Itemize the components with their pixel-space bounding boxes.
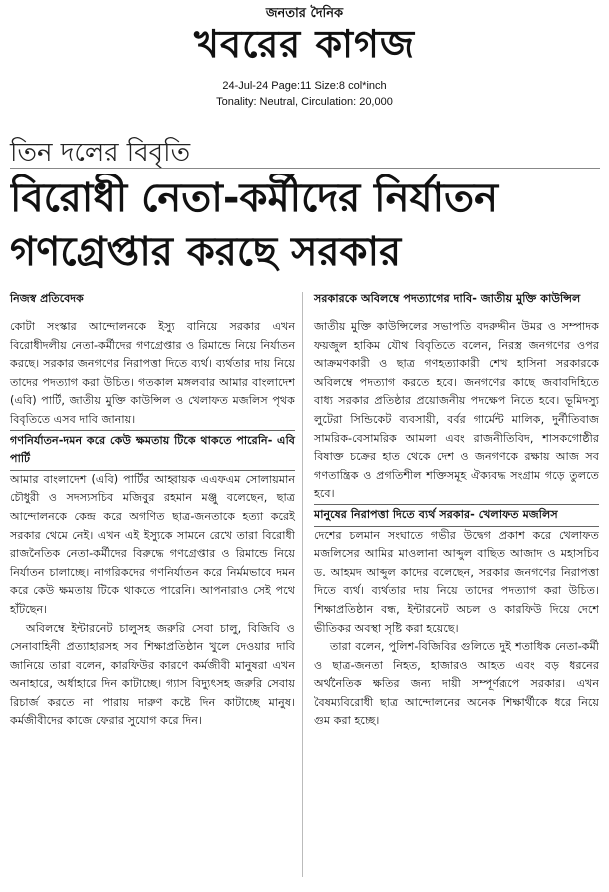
masthead-name: খবরের কাগজ — [194, 22, 415, 66]
left-para-3: অবিলম্বে ইন্টারনেট চালুসহ জরুরি সেবা চালু, বিজিবি ও সেনাবাহিনী প্রত্যাহারসহ সব শিক্ষাপ্রতিষ্ঠান খুলে দেওয়ার দাবি জানিয়ে তারা বলেন, কারফিউর কারণে কর্মজীবী মানুষরা এখন অনাহারে, অর্ধাহারে দিন কাটাচ্ছে। গ্যাস বিদ্যুৎসহ জরুরি সেবায় রিচার্জ করতে না পারায় দারুণ কষ্টে দিন কাটাচ্ছে মানুষ। কর্মজীবীদের কাজে ফেরার সুযোগ করে দিন। — [10, 621, 295, 728]
left-column — [10, 318, 295, 731]
clip-meta-line2: Tonality: Neutral, Circulation: 20,000 — [216, 96, 393, 108]
right-subheading-1: সরকারকে অবিলম্বে পদত্যাগের দাবি- জাতীয় মুক্তি কাউন্সিল — [314, 292, 581, 305]
article-kicker: তিন দলের বিবৃতি — [10, 138, 191, 168]
right-para-2: দেশের চলমান সংঘাতে গভীর উদ্বেগ প্রকাশ করে খেলাফত মজলিসের আমির মাওলানা আব্দুল বাছিত আজাদ ও মহাসচিব ড. আহমদ আব্দুল কাদের বলেছেন, সরকার জনগণের নিরাপত্তা দিতে ব্যর্থ। ব্যর্থতার দায় নিয়ে তাদের পদত্যাগ করা উচিত। শিক্ষাপ্রতিষ্ঠান বন্ধ, ইন্টারনেট অচল ও কারফিউ দিয়ে দেশে ভীতিকর অবস্থা সৃষ্টি করা হয়েছে। — [314, 528, 599, 635]
right-para-1: জাতীয় মুক্তি কাউন্সিলের সভাপতি বদরুদ্দীন উমর ও সম্পাদক ফয়জুল হাকিম যৌথ বিবৃতিতে বলেন, নিরস্ত্র জনগণের ওপর আক্রমণকারী ও ছাত্র গণহত্যাকারী শেখ হাসিনা সরকারকে অবিলম্বে পদত্যাগ করতে হবে। জনগণের কাছে জবাবদিহিতে বাধ্য সরকার প্রতিষ্ঠার প্রয়োজনীয় পদক্ষেপ নিতে হবে। ভূমিদস্যু লুটেরা সিন্ডিকেট ব্যবসায়ী, বর্বর গার্মেন্ট মালিক, দুর্নীতিবাজ সামরিক-বেসামরিক আমলা এবং রাজনীতিবিদ, শাসকগোষ্ঠীর বিষাক্ত চক্রের হাত থেকে দেশ ও জনগণকে রক্ষায় আজ সব গণতান্ত্রিক ও প্রগতিশীল শক্তিসমূহ ঐক্যবদ্ধ সংগ্রাম গড়ে তুলতে হবে। — [314, 320, 599, 501]
clip-meta-line1: 24-Jul-24 Page:11 Size:8 col*inch — [222, 80, 387, 92]
headline-line2: গণগ্রেপ্তার করছে সরকার — [10, 229, 402, 275]
right-column — [314, 318, 599, 731]
kicker-divider — [10, 168, 600, 169]
masthead-tagline: জনতার দৈনিক — [265, 6, 344, 21]
left-para-2: আমার বাংলাদেশ (এবি) পার্টির আহ্বায়ক এএফএম সোলায়মান চৌধুরী ও সদস্যসচিব মজিবুর রহমান মঞ্জু বলেছেন, ছাত্র আন্দোলনকে কেন্দ্র করে অগণিত ছাত্র-জনতাকে হত্যা করেই সরকার থেমে নেই। এখন এই ইস্যুকে সামনে রেখে তারা বিরোধী রাজনৈতিক নেতা-কর্মীদের বিরুদ্ধে গণগ্রেপ্তার ও রিমান্ডে নিয়ে নির্যাতন চালাচ্ছে। নাগরিকদের গণনির্যাতন করে নির্মমভাবে দমন করে কেউ ক্ষমতায় টিকে থাকতে পারেনি। আপনারাও সেই পথে হাঁটছেন। — [10, 472, 295, 616]
headline-line1: বিরোধী নেতা-কর্মীদের নির্যাতন — [10, 175, 498, 221]
left-para-1: কোটা সংস্কার আন্দোলনকে ইস্যু বানিয়ে সরকার এখন বিরোধীদলীয় নেতা-কর্মীদের গণগ্রেপ্তার ও রিমান্ডে নিয়ে নির্যাতন করছে। সরকার জনগণের নিরাপত্তা দিতে ব্যর্থ। ব্যর্থতার দায় নিয়ে তাদের পদত্যাগ করা উচিত। গতকাল মঙ্গলবার আমার বাংলাদেশ (এবি) পার্টি, জাতীয় মুক্তি কাউন্সিল ও খেলাফত মজলিস পৃথক বিবৃতিতে এসব দাবি জানায়। — [10, 320, 295, 426]
right-subheading-2: মানুষের নিরাপত্তা দিতে ব্যর্থ সরকার- খেলাফত মজলিস — [314, 504, 599, 527]
column-divider — [302, 292, 303, 877]
left-subheading-1: গণনির্যাতন-দমন করে কেউ ক্ষমতায় টিকে থাকতে পারেনি- এবি পার্টি — [10, 430, 295, 471]
byline: নিজস্ব প্রতিবেদক — [10, 292, 84, 305]
right-para-3: তারা বলেন, পুলিশ-বিজিবির গুলিতে দুই শতাধিক নেতা-কর্মী ও ছাত্র-জনতা নিহত, হাজারও আহত এবং বড় ধরনের অর্থনৈতিক ক্ষতির জন্য দায়ী সম্পূর্ণরূপে সরকার। এখন বৈষম্যবিরোধী ছাত্র আন্দোলনের অনেক শিক্ষার্থীকে ধরে নিয়ে গুম করা হচ্ছে। — [314, 640, 599, 728]
